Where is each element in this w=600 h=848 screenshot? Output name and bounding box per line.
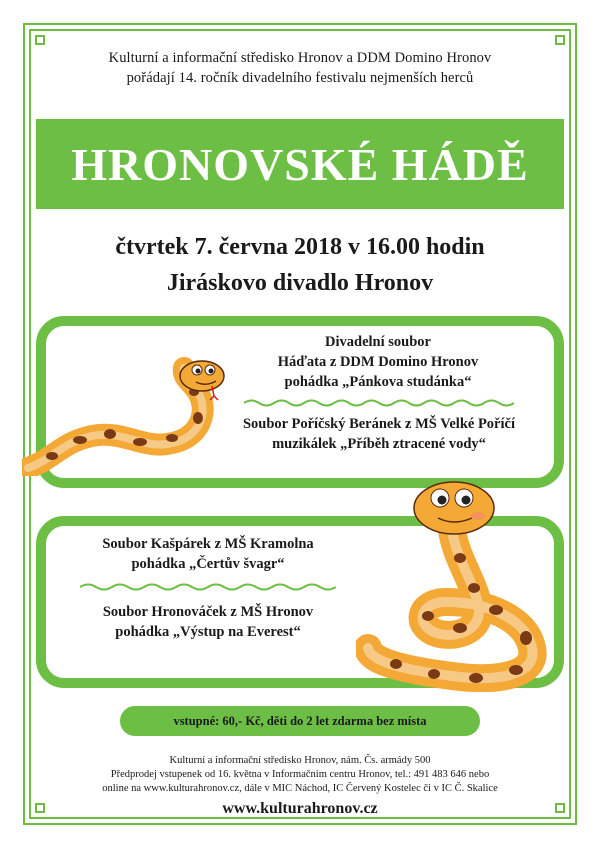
performance-3 (74, 534, 342, 574)
performance-line: pohádka „Čertův švagr“ (131, 556, 285, 572)
title-banner (36, 119, 564, 209)
snake-icon (22, 356, 238, 476)
intro-line: pořádají 14. ročník divadelního festivalu nejmenších herců (126, 70, 474, 86)
performance-line: pohádka „Výstup na Everest“ (115, 624, 301, 640)
performance-line: Háďata z DDM Domino Hronov (277, 354, 479, 370)
performance-1 (236, 332, 520, 392)
performance-line: pohádka „Pánkova studánka“ (284, 374, 472, 390)
footer-line: Předprodej vstupenek od 16. května v Informačním centru Hronov, tel.: 491 483 646 nebo (110, 769, 490, 780)
performance-line: Soubor Hronováček z MŠ Hronov (102, 604, 314, 620)
performance-line: Divadelní soubor (325, 334, 431, 350)
performance-line: Soubor Kašpárek z MŠ Kramolna (102, 536, 314, 552)
performance-4 (74, 602, 342, 642)
price-badge: vstupné: 60,- Kč, děti do 2 let zdarma bez místa (120, 706, 480, 736)
wave-divider-icon (80, 582, 336, 592)
page-title: HRONOVSKÉ HÁDĚ (71, 138, 529, 190)
performance-2 (214, 414, 544, 454)
intro-text (40, 48, 560, 88)
performance-line: muzikálek „Příběh ztracené vody“ (272, 436, 486, 452)
footer-line: Kulturní a informační středisko Hronov, nám. Čs. armády 500 (169, 755, 431, 766)
performance-line: Soubor Poříčský Beránek z MŠ Velké Poříčí (242, 416, 515, 432)
snake-icon (356, 478, 552, 692)
event-venue: Jiráskovo divadlo Hronov (166, 270, 434, 296)
footer-line: online na www.kulturahronov.cz, dále v MIC Náchod, IC Červený Kostelec či v IC Č. Skalice (102, 783, 498, 794)
intro-line: Kulturní a informační středisko Hronov a DDM Domino Hronov (108, 50, 492, 66)
footer-info (40, 754, 560, 796)
event-date: čtvrtek 7. června 2018 v 16.00 hodin (115, 234, 485, 260)
website-link[interactable]: www.kulturahronov.cz (222, 800, 378, 817)
wave-divider-icon (244, 398, 514, 408)
